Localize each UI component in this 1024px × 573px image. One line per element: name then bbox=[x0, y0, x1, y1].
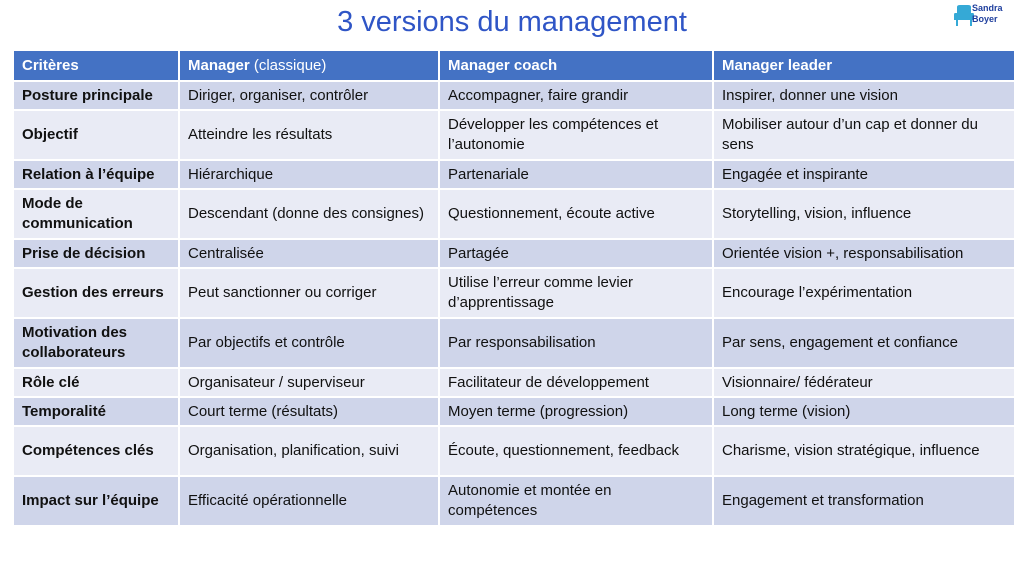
comparison-table bbox=[12, 49, 1016, 527]
row-criterion: Motivation des collaborateurs bbox=[13, 318, 179, 368]
table-row bbox=[13, 476, 1015, 526]
cell-leader: Par sens, engagement et confiance bbox=[713, 318, 1015, 368]
cell-coach: Écoute, questionnement, feedback bbox=[439, 426, 713, 476]
cell-leader: Long terme (vision) bbox=[713, 397, 1015, 426]
brand-logo bbox=[954, 3, 1016, 37]
cell-coach: Utilise l’erreur comme levier d’apprentissage bbox=[439, 268, 713, 318]
table-row bbox=[13, 426, 1015, 476]
cell-classic: Descendant (donne des consignes) bbox=[179, 189, 439, 239]
row-criterion: Rôle clé bbox=[13, 368, 179, 397]
cell-coach: Par responsabilisation bbox=[439, 318, 713, 368]
row-criterion: Objectif bbox=[13, 110, 179, 160]
table-row bbox=[13, 189, 1015, 239]
cell-coach: Partenariale bbox=[439, 160, 713, 189]
row-criterion: Gestion des erreurs bbox=[13, 268, 179, 318]
table-row bbox=[13, 81, 1015, 110]
header-row bbox=[13, 50, 1015, 81]
table-row bbox=[13, 368, 1015, 397]
cell-coach: Partagée bbox=[439, 239, 713, 268]
table-row bbox=[13, 160, 1015, 189]
row-criterion: Compétences clés bbox=[13, 426, 179, 476]
header-manager-classic: Manager (classique) bbox=[179, 50, 439, 81]
cell-classic: Diriger, organiser, contrôler bbox=[179, 81, 439, 110]
table-row bbox=[13, 239, 1015, 268]
cell-coach: Développer les compétences et l’autonomie bbox=[439, 110, 713, 160]
table-row bbox=[13, 110, 1015, 160]
logo-line-2: Boyer bbox=[972, 14, 998, 24]
cell-leader: Orientée vision +, responsabilisation bbox=[713, 239, 1015, 268]
cell-classic: Organisateur / superviseur bbox=[179, 368, 439, 397]
row-criterion: Prise de décision bbox=[13, 239, 179, 268]
cell-classic: Court terme (résultats) bbox=[179, 397, 439, 426]
cell-classic: Organisation, planification, suivi bbox=[179, 426, 439, 476]
row-criterion: Mode de communication bbox=[13, 189, 179, 239]
row-criterion: Relation à l’équipe bbox=[13, 160, 179, 189]
cell-coach: Autonomie et montée en compétences bbox=[439, 476, 713, 526]
cell-classic: Centralisée bbox=[179, 239, 439, 268]
cell-classic: Atteindre les résultats bbox=[179, 110, 439, 160]
cell-coach: Accompagner, faire grandir bbox=[439, 81, 713, 110]
cell-coach: Moyen terme (progression) bbox=[439, 397, 713, 426]
cell-leader: Storytelling, vision, influence bbox=[713, 189, 1015, 239]
cell-leader: Inspirer, donner une vision bbox=[713, 81, 1015, 110]
logo-line-1: Sandra bbox=[972, 3, 1003, 13]
cell-leader: Charisme, vision stratégique, influence bbox=[713, 426, 1015, 476]
header-manager-coach: Manager coach bbox=[439, 50, 713, 81]
cell-coach: Questionnement, écoute active bbox=[439, 189, 713, 239]
cell-classic: Efficacité opérationnelle bbox=[179, 476, 439, 526]
row-criterion: Temporalité bbox=[13, 397, 179, 426]
header-criteria: Critères bbox=[13, 50, 179, 81]
page-title: 3 versions du management bbox=[337, 6, 687, 38]
cell-leader: Engagement et transformation bbox=[713, 476, 1015, 526]
cell-leader: Engagée et inspirante bbox=[713, 160, 1015, 189]
cell-classic: Par objectifs et contrôle bbox=[179, 318, 439, 368]
table-row bbox=[13, 397, 1015, 426]
armchair-icon bbox=[954, 5, 974, 27]
table-row bbox=[13, 268, 1015, 318]
row-criterion: Impact sur l’équipe bbox=[13, 476, 179, 526]
cell-classic: Hiérarchique bbox=[179, 160, 439, 189]
header-manager-leader: Manager leader bbox=[713, 50, 1015, 81]
table-row bbox=[13, 318, 1015, 368]
cell-leader: Visionnaire/ fédérateur bbox=[713, 368, 1015, 397]
cell-coach: Facilitateur de développement bbox=[439, 368, 713, 397]
cell-leader: Mobiliser autour d’un cap et donner du sens bbox=[713, 110, 1015, 160]
row-criterion: Posture principale bbox=[13, 81, 179, 110]
cell-classic: Peut sanctionner ou corriger bbox=[179, 268, 439, 318]
cell-leader: Encourage l’expérimentation bbox=[713, 268, 1015, 318]
